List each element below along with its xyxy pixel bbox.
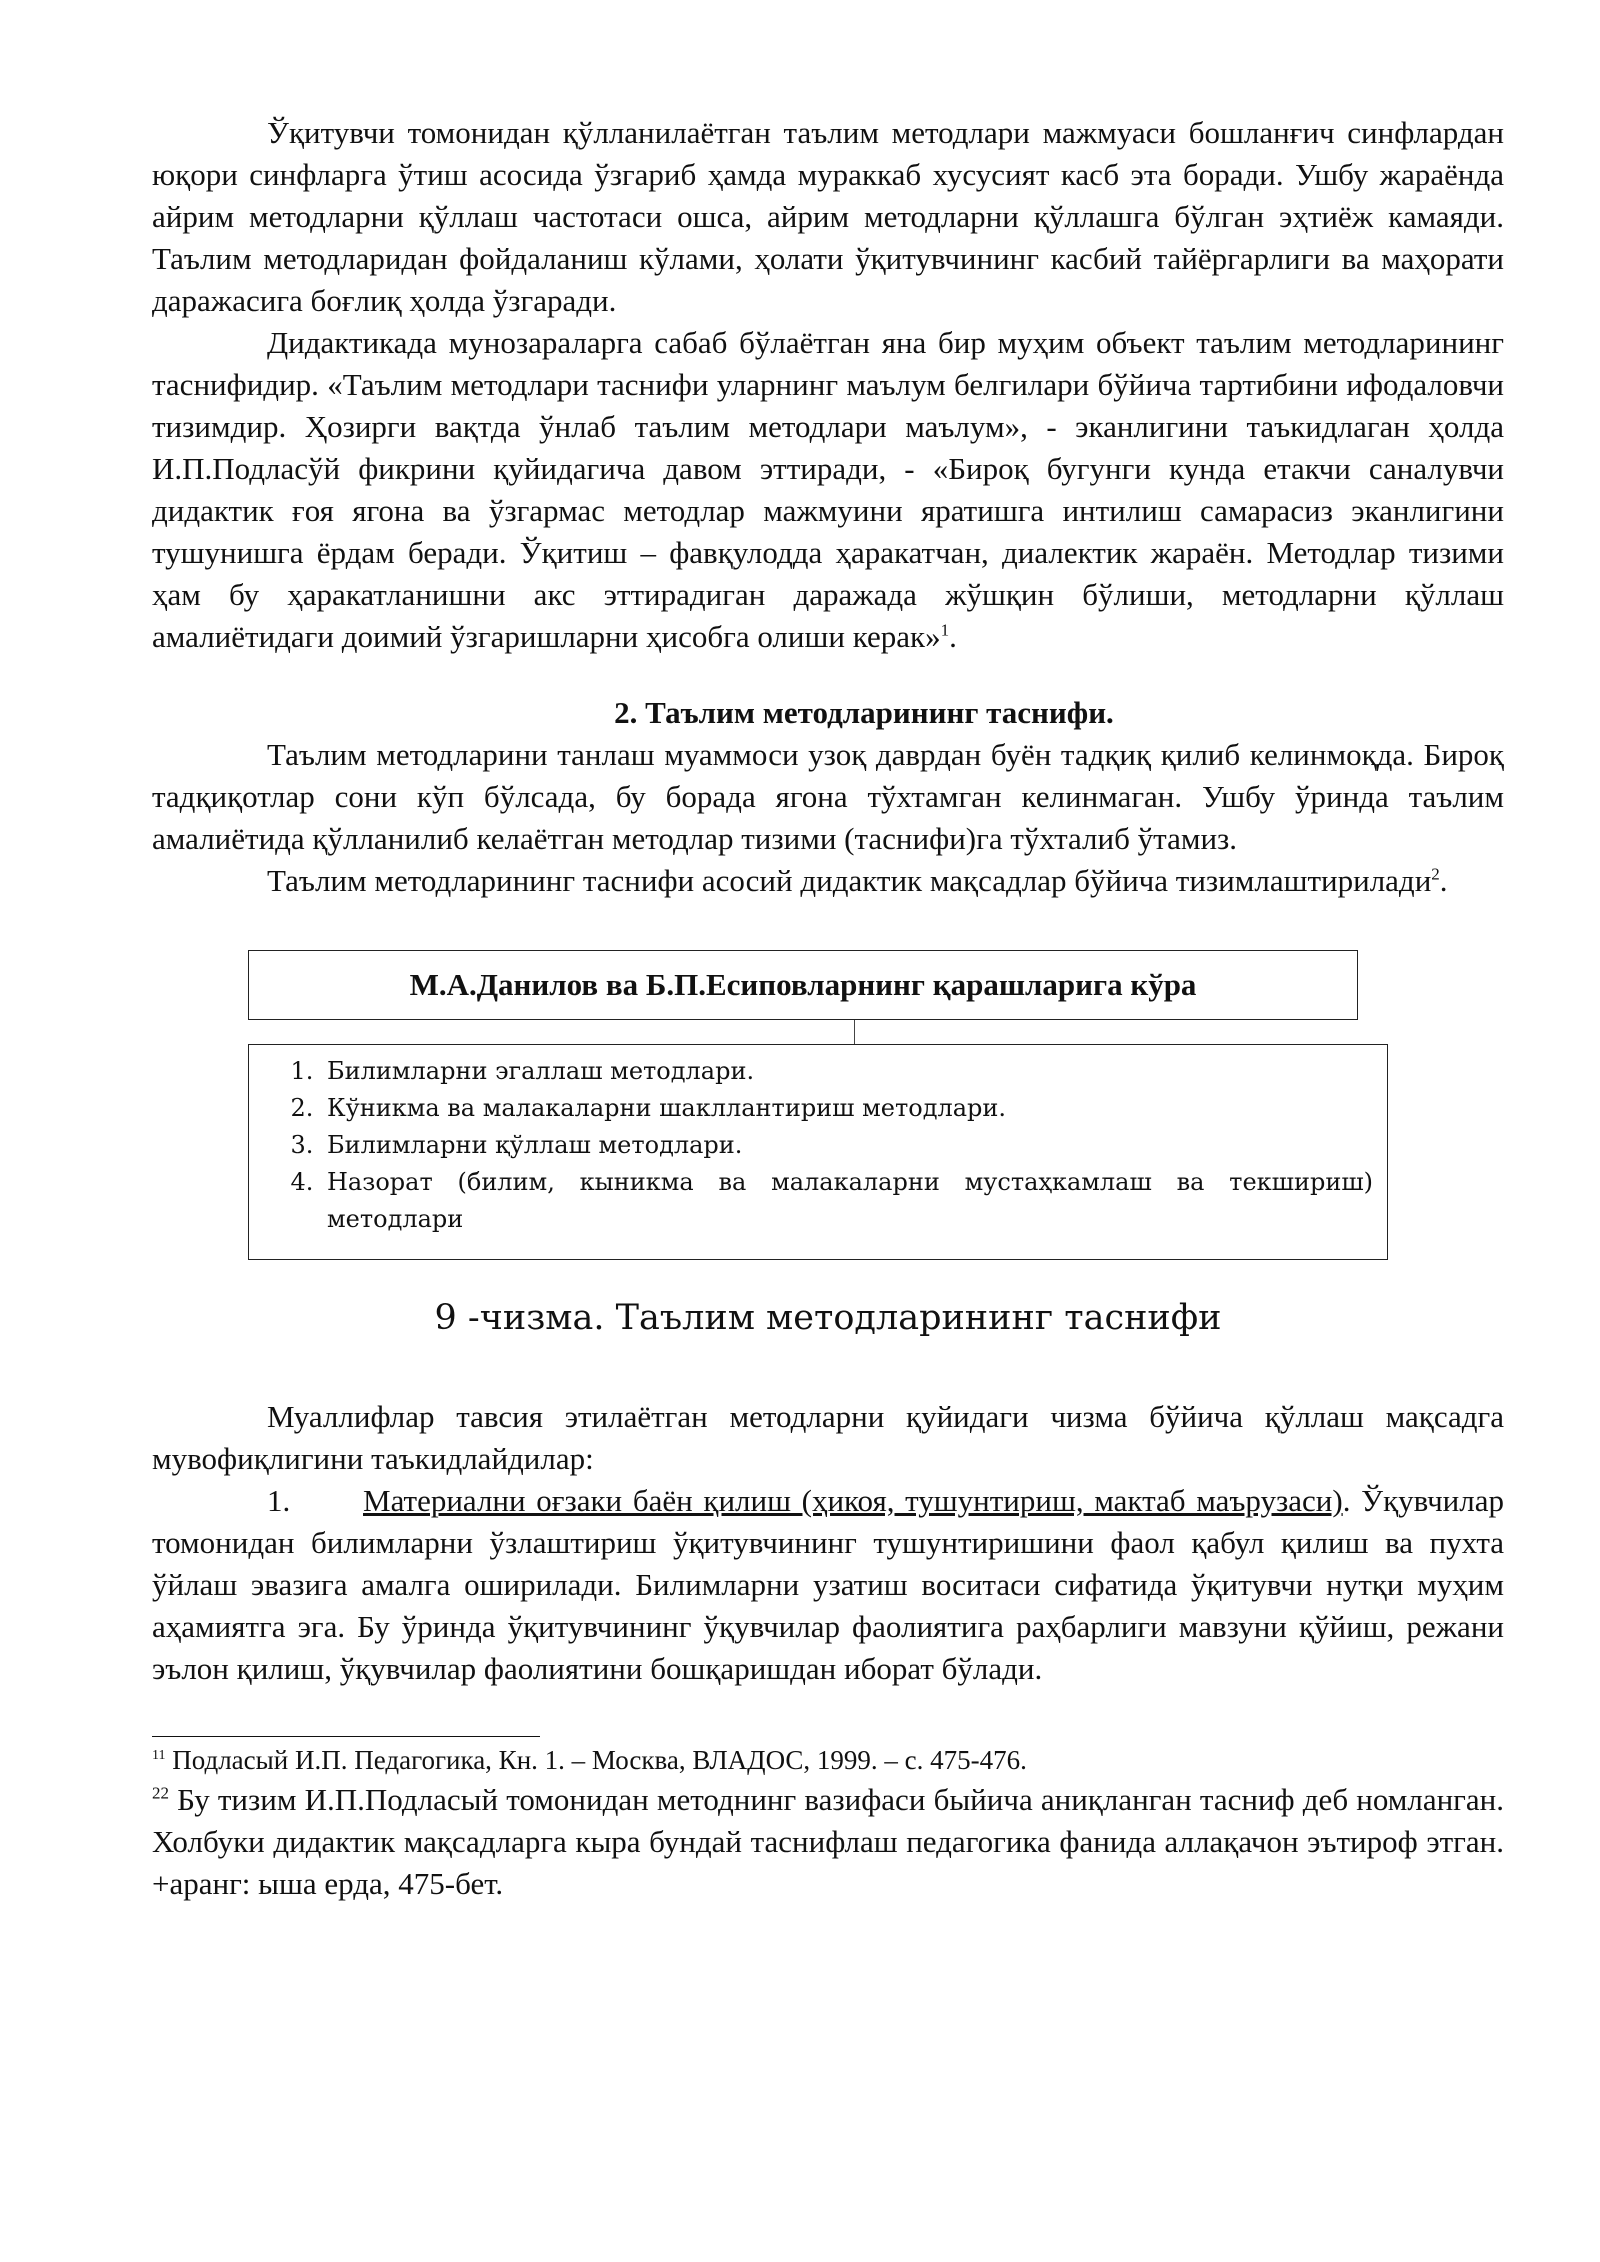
footnote-2-mark: 22	[152, 1783, 169, 1803]
footnote-1-text: Подласый И.П. Педагогика, Кн. 1. – Москва, ВЛАДОС, 1999. – с. 475-476.	[172, 1745, 1027, 1775]
diagram-list-box	[248, 1044, 1388, 1260]
footnote-1-mark: 11	[152, 1748, 166, 1763]
figure-caption: 9 -чизма. Таълим методларининг таснифи	[434, 1298, 1222, 1338]
paragraph-4	[152, 860, 1504, 902]
paragraph-2	[152, 322, 1504, 658]
footnote-2-text: Бу тизим И.П.Подласый томонидан методнинг вазифаси быйича аниқланган тасниф деб номланган. Холбуки дидактик мақсадларга кыра бундай таснифлаш педагогика фанида аллақачон эътироф этган. +аранг: ыша ерда, 475-бет.	[152, 1782, 1504, 1901]
method-item-3: 3. Билимларни қўллаш методлари.	[321, 1127, 1373, 1164]
footnote-ref-1[interactable]: 1	[940, 620, 950, 640]
diagram-connector	[854, 1020, 855, 1044]
footnote-1	[152, 1741, 1504, 1779]
item-body: . Ўқувчилар томонидан билимларни ўзлаштириш ўқитувчининг тушунтиришини фаол қабул қилиш ва пухта ўйлаш эвазига амалга оширилади. Билимларни узатиш воситаси сифатида ўқитувчи нутқи муҳим аҳамиятга эга. Бу ўринда ўқитувчининг ўқувчилар фаолиятига раҳбарлиги мавзуни қўйиш, режани эълон қилиш, ўқувчилар фаолиятини бошқаришдан иборат бўлади.	[152, 1483, 1504, 1686]
item-underlined-title: Материални оғзаки баён қилиш (ҳикоя, тушунтириш, мактаб маърузаси)	[363, 1483, 1343, 1518]
method-item-4: 4. Назорат (билим, кыникма ва малакаларни мустаҳкамлаш ва текшириш) методлари	[321, 1164, 1373, 1238]
method-item-1: 1. Билимларни эгаллаш методлари.	[321, 1053, 1373, 1090]
item-number: 1.	[267, 1483, 291, 1518]
footnote-ref-2[interactable]: 2	[1431, 864, 1440, 884]
paragraph-4-period: .	[1439, 863, 1448, 898]
numbered-paragraph	[152, 1480, 1504, 1690]
paragraph-3: Таълим методларини танлаш муаммоси узоқ даврдан буён тадқиқ қилиб келинмоқда. Бироқ тадқиқотлар сони кўп бўлсада, бу борада ягона тўхтамган келинмаган. Ушбу ўринда таълим амалиётида қўлланилиб келаётган методлар тизими (таснифи)га тўхталиб ўтамиз.	[152, 737, 1504, 856]
paragraph-5: Муаллифлар тавсия этилаётган методларни қуйидаги чизма бўйича қўллаш мақсадга мувофиқлигини таъкидлайдилар:	[152, 1399, 1504, 1476]
method-item-2: 2. Кўникма ва малакаларни шакллантириш методлари.	[321, 1090, 1373, 1127]
footnote-2	[152, 1779, 1504, 1905]
method-list	[263, 1053, 1373, 1238]
diagram-title-box	[248, 950, 1358, 1020]
paragraph-2-period: .	[949, 619, 957, 654]
paragraph-4-text: Таълим методларининг таснифи асосий дидактик мақсадлар бўйича тизимлаштирилади	[267, 863, 1432, 898]
paragraph-2-text: Дидактикада мунозараларга сабаб бўлаётган яна бир муҳим объект таълим методларининг таснифидир. «Таълим методлари таснифи уларнинг маълум белгилари бўйича тартибини ифодаловчи тизимдир. Ҳозирги вақтда ўнлаб таълим методлари маълум», - эканлигини таъкидлаган ҳолда И.П.Подласўй фикрини қуйидагича давом эттиради, - «Бироқ бугунги кунда етакчи саналувчи дидактик ғоя ягона ва ўзгармас методлар мажмуини яратишга интилиш самарасиз эканлигини тушунишга ёрдам беради. Ўқитиш – фавқулодда ҳаракатчан, диалектик жараён. Методлар тизими ҳам бу ҳаракатланишни акс эттирадиган даражада жўшқин бўлиши, методларни қўллаш амалиётидаги доимий ўзгаришларни ҳисобга олиши керак»	[152, 325, 1504, 654]
classification-diagram	[152, 950, 1504, 1310]
section-heading: 2. Таълим методларининг таснифи.	[614, 695, 1114, 730]
document-page	[152, 112, 1504, 1905]
footnote-separator	[152, 1736, 540, 1737]
paragraph-1: Ўқитувчи томонидан қўлланилаётган таълим методлари мажмуаси бошланғич синфлардан юқори синфларга ўтиш асосида ўзгариб ҳамда мураккаб хусусият касб эта боради. Ушбу жараёнда айрим методларни қўллаш частотаси ошса, айрим методларни қўллашга бўлган эҳтиёж камаяди. Таълим методларидан фойдаланиш кўлами, ҳолати ўқитувчининг касбий тайёргарлиги ва маҳорати даражасига боғлиқ ҳолда ўзгаради.	[152, 115, 1504, 318]
diagram-title: М.А.Данилов ва Б.П.Есиповларнинг қарашларига кўра	[409, 967, 1197, 1002]
